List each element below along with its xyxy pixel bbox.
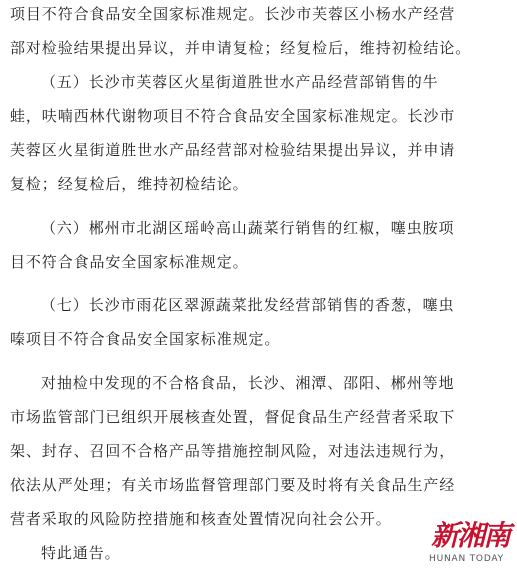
text-line: 蛙，呋喃西林代谢物项目不符合食品安全国家标准规定。长沙市 [10, 107, 456, 125]
watermark-subtitle: HUNAN TODAY [429, 554, 504, 564]
text-line: 营者采取的风险防控措施和核查处置情况向社会公开。 [10, 510, 392, 528]
text-line: 对抽检中发现的不合格食品，长沙、湘潭、邵阳、郴州等地 [41, 374, 455, 392]
text-line: 依法从严处理；有关市场监督管理部门要及时将有关食品生产经 [10, 476, 456, 494]
text-line: （五）长沙市芙蓉区火星街道胜世水产品经营部销售的牛 [41, 73, 439, 91]
text-line: 市场监管部门已组织开展核查处置，督促食品生产经营者采取下 [10, 408, 456, 426]
text-line: 架、封存、召回不合格产品等措施控制风险，对违法违规行为， [10, 442, 456, 460]
text-line: 部对检验结果提出异议，并申请复检；经复检后，维持初检结论。 [10, 39, 472, 57]
watermark-logo: 新湘南 [431, 519, 510, 552]
text-line: 嗪项目不符合食品安全国家标准规定。 [10, 330, 281, 348]
text-line: （六）郴州市北湖区瑶岭高山蔬菜行销售的红椒，噻虫胺项 [41, 219, 455, 237]
text-line: 目不符合食品安全国家标准规定。 [10, 253, 249, 271]
text-line: 芙蓉区火星街道胜世水产品经营部对检验结果提出异议，并申请 [10, 141, 456, 159]
hunan-today-watermark [425, 520, 515, 570]
text-line: 项目不符合食品安全国家标准规定。长沙市芙蓉区小杨水产经营 [10, 5, 456, 23]
text-line: 复检；经复检后，维持初检结论。 [10, 175, 249, 193]
text-line: （七）长沙市雨花区翠源蔬菜批发经营部销售的香葱，噻虫 [41, 296, 455, 314]
text-line: 特此通告。 [41, 544, 121, 562]
